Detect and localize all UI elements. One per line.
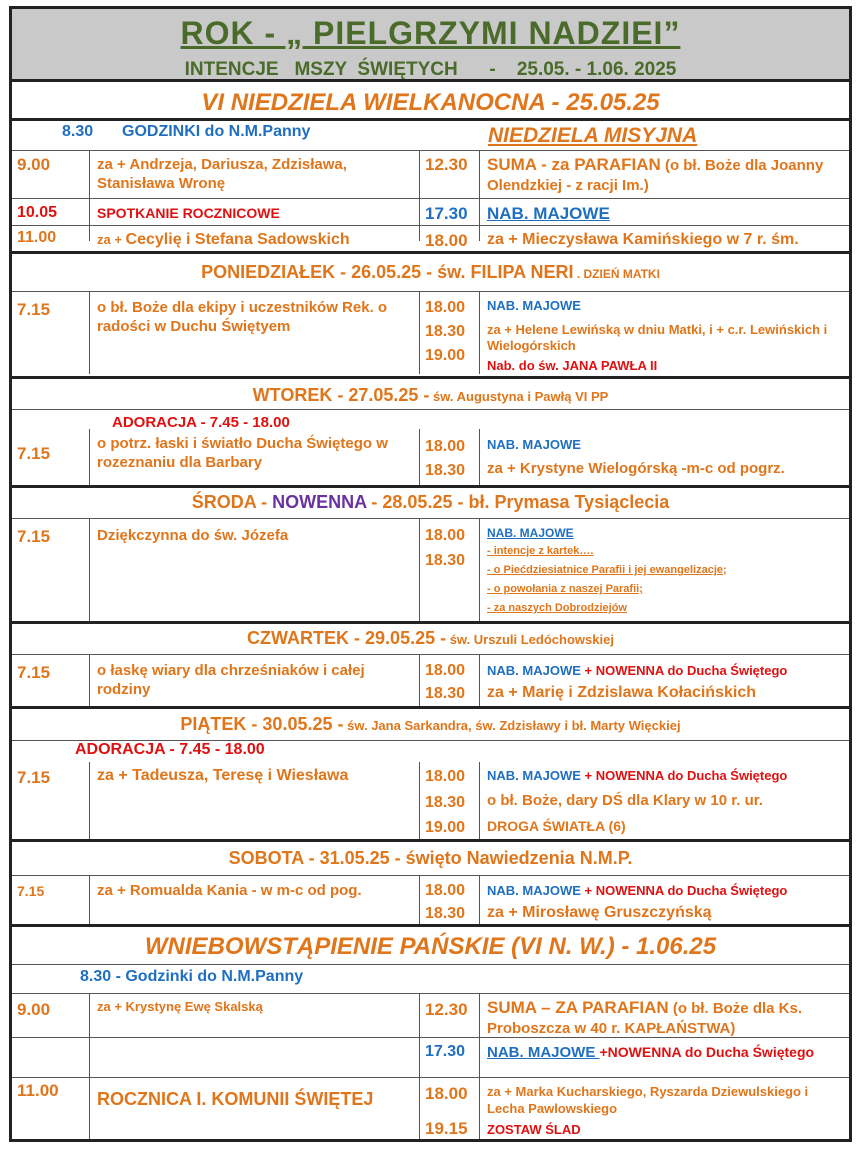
tuesday-t2: 18.30	[425, 462, 466, 479]
sunday2-r1-time2: 12.30	[425, 1000, 468, 1019]
tuesday-t1: 18.00	[425, 438, 466, 455]
friday-t1: 18.00	[425, 768, 466, 785]
tuesday-e2: za + Krystyne Wielogórską -m-c od pogrz.	[487, 460, 785, 477]
monday-e1: NAB. MAJOWE	[487, 298, 581, 313]
sunday2-r1-time: 9.00	[17, 1000, 51, 1019]
friday-text: za + Tadeusza, Teresę i Wiesława	[97, 767, 349, 784]
thursday-e1: NAB. MAJOWE + NOWENNA do Ducha Świętego	[487, 663, 788, 678]
sunday2-r3-e2: ZOSTAW ŚLAD	[487, 1122, 581, 1137]
sunday2-r3-time: 11.00	[17, 1081, 59, 1100]
sunday1-r1-text: za + Andrzeja, Dariusza, Zdzisława, Stanisława Wronę	[97, 156, 347, 192]
monday-e2: za + Helene Lewińską w dniu Matki, i + c.r. Lewińskich i Wielogórskich	[487, 322, 828, 353]
friday-t2: 18.30	[425, 794, 466, 811]
sunday1-r2-time2: 17.30	[425, 204, 468, 223]
sunday1-godz-time: 8.30	[62, 123, 94, 140]
tuesday-adoracja: ADORACJA - 7.45 - 18.00	[112, 414, 290, 431]
sunday1-heading: VI NIEDZIELA WIELKANOCNA - 25.05.25	[201, 89, 660, 116]
wednesday-e5: - za naszych Dobrodziejów	[487, 602, 627, 614]
intentions-sheet	[9, 6, 852, 1142]
sunday2-r3-text: ROCZNICA I. KOMUNII ŚWIĘTEJ	[97, 1089, 374, 1109]
friday-t3: 19.00	[425, 819, 466, 836]
page-title: ROK - „ PIELGRZYMI NADZIEI”	[180, 15, 681, 51]
sunday1-r3-time2: 18.00	[425, 231, 468, 250]
wednesday-e2: - intencje z kartek….	[487, 545, 594, 557]
friday-e3: DROGA ŚWIATŁA (6)	[487, 818, 626, 834]
tuesday-time: 7.15	[17, 444, 51, 463]
friday-adoracja: ADORACJA - 7.45 - 18.00	[75, 741, 265, 758]
wednesday-heading: ŚRODA - NOWENNA - 28.05.25 - bł. Prymasa Tysiąclecia	[191, 492, 670, 512]
thursday-text: o łaskę wiary dla chrześniaków i całej rodziny	[97, 662, 365, 698]
tuesday-e1: NAB. MAJOWE	[487, 437, 581, 452]
sunday2-godz: 8.30 - Godzinki do N.M.Panny	[80, 968, 304, 985]
monday-text: o bł. Boże dla ekipy i uczestników Rek. o radości w Duchu Świętyem	[97, 299, 388, 335]
thursday-heading: CZWARTEK - 29.05.25 - św. Urszuli Ledóchowskiej	[247, 628, 614, 648]
monday-e3: Nab. do św. JANA PAWŁA II	[487, 358, 658, 373]
wednesday-e3: - o Piećdziesiatnice Parafii i jej ewangelizacje;	[487, 564, 727, 576]
sunday2-r1-text2: SUMA – ZA PARAFIAN (o bł. Boże dla Ks. Proboszcza w 40 r. KAPŁAŃSTWA)	[487, 998, 803, 1037]
sunday1-godz-text: GODZINKI do N.M.Panny	[122, 123, 311, 140]
monday-t2: 18.30	[425, 323, 466, 340]
saturday-e1: NAB. MAJOWE + NOWENNA do Ducha Świętego	[487, 883, 788, 898]
thursday-t2: 18.30	[425, 685, 466, 702]
sunday2-r1-text: za + Krystynę Ewę Skalską	[97, 999, 263, 1014]
wednesday-e4: - o powołania z naszej Parafii;	[487, 583, 643, 595]
page-subtitle: INTENCJE MSZY ŚWIĘTYCH - 25.05. - 1.06. 2025	[184, 59, 677, 80]
wednesday-e1: NAB. MAJOWE	[487, 526, 574, 540]
sunday2-r3-t2: 19.15	[425, 1119, 468, 1138]
thursday-e2: za + Marię i Zdzislawa Kołacińskich	[487, 684, 756, 701]
sunday2-r3-t1: 18.00	[425, 1084, 468, 1103]
sunday1-r1-time2: 12.30	[425, 155, 468, 174]
sunday1-r3-time: 11.00	[17, 229, 57, 246]
monday-time: 7.15	[17, 300, 51, 319]
saturday-heading: SOBOTA - 31.05.25 - święto Nawiedzenia N.M.P.	[228, 848, 633, 868]
saturday-t2: 18.30	[425, 905, 466, 922]
sunday2-r2-text2: NAB. MAJOWE +NOWENNA do Ducha Świętego	[487, 1044, 815, 1061]
sunday2-r3-e1: za + Marka Kucharskiego, Ryszarda Dziewulskiego i Lecha Pawlowskiego	[487, 1084, 809, 1116]
saturday-e2: za + Mirosławę Gruszczyńską	[487, 904, 712, 921]
tuesday-text: o potrz. łaski i światło Ducha Świętego w rozeznaniu dla Barbary	[97, 435, 388, 471]
friday-e2: o bł. Boże, dary DŚ dla Klary w 10 r. ur.	[487, 792, 763, 809]
wednesday-t1: 18.00	[425, 527, 466, 544]
sunday1-r2-text: SPOTKANIE ROCZNICOWE	[97, 205, 280, 221]
sunday2-r2-time2: 17.30	[425, 1043, 466, 1060]
friday-heading: PIĄTEK - 30.05.25 - św. Jana Sarkandra, św. Zdzisławy i bł. Marty Więckiej	[180, 714, 681, 734]
sunday1-r3-text: za + Cecylię i Stefana Sadowskich	[97, 231, 350, 248]
sunday2-heading: WNIEBOWSTĄPIENIE PAŃSKIE (VI N. W.) - 1.06.25	[144, 933, 717, 960]
header	[12, 9, 849, 82]
monday-heading: PONIEDZIAŁEK - 26.05.25 - św. FILIPA NERI . DZIEŃ MATKI	[201, 262, 660, 282]
wednesday-text: Dziękczynna do św. Józefa	[97, 527, 289, 544]
wednesday-t2: 18.30	[425, 552, 466, 569]
sunday1-r1-text2	[487, 155, 847, 196]
friday-e1: NAB. MAJOWE + NOWENNA do Ducha Świętego	[487, 768, 788, 783]
thursday-time: 7.15	[17, 663, 51, 682]
suma-rest: (o bł. Boże dla Joanny Olendzkiej - z racji Im.)	[487, 157, 824, 194]
saturday-text: za + Romualda Kania - w m-c od pog.	[97, 882, 362, 899]
friday-time: 7.15	[17, 768, 51, 787]
monday-t3: 19.00	[425, 347, 466, 364]
thursday-t1: 18.00	[425, 662, 466, 679]
saturday-t1: 18.00	[425, 882, 466, 899]
monday-t1: 18.00	[425, 299, 466, 316]
sunday1-misyjna: NIEDZIELA MISYJNA	[488, 124, 698, 147]
sunday1-r3-text2: za + Mieczysława Kamińskiego w 7 r. śm.	[487, 231, 799, 248]
tuesday-heading: WTOREK - 27.05.25 - św. Augustyna i Pawłą VI PP	[252, 385, 609, 405]
wednesday-time: 7.15	[17, 527, 51, 546]
sunday1-r1-time: 9.00	[17, 155, 51, 174]
sunday1-r2-time: 10.05	[17, 204, 58, 221]
saturday-time: 7.15	[17, 883, 45, 899]
suma-label: SUMA - za PARAFIAN	[487, 155, 661, 174]
sunday1-r2-text2: NAB. MAJOWE	[487, 204, 610, 223]
